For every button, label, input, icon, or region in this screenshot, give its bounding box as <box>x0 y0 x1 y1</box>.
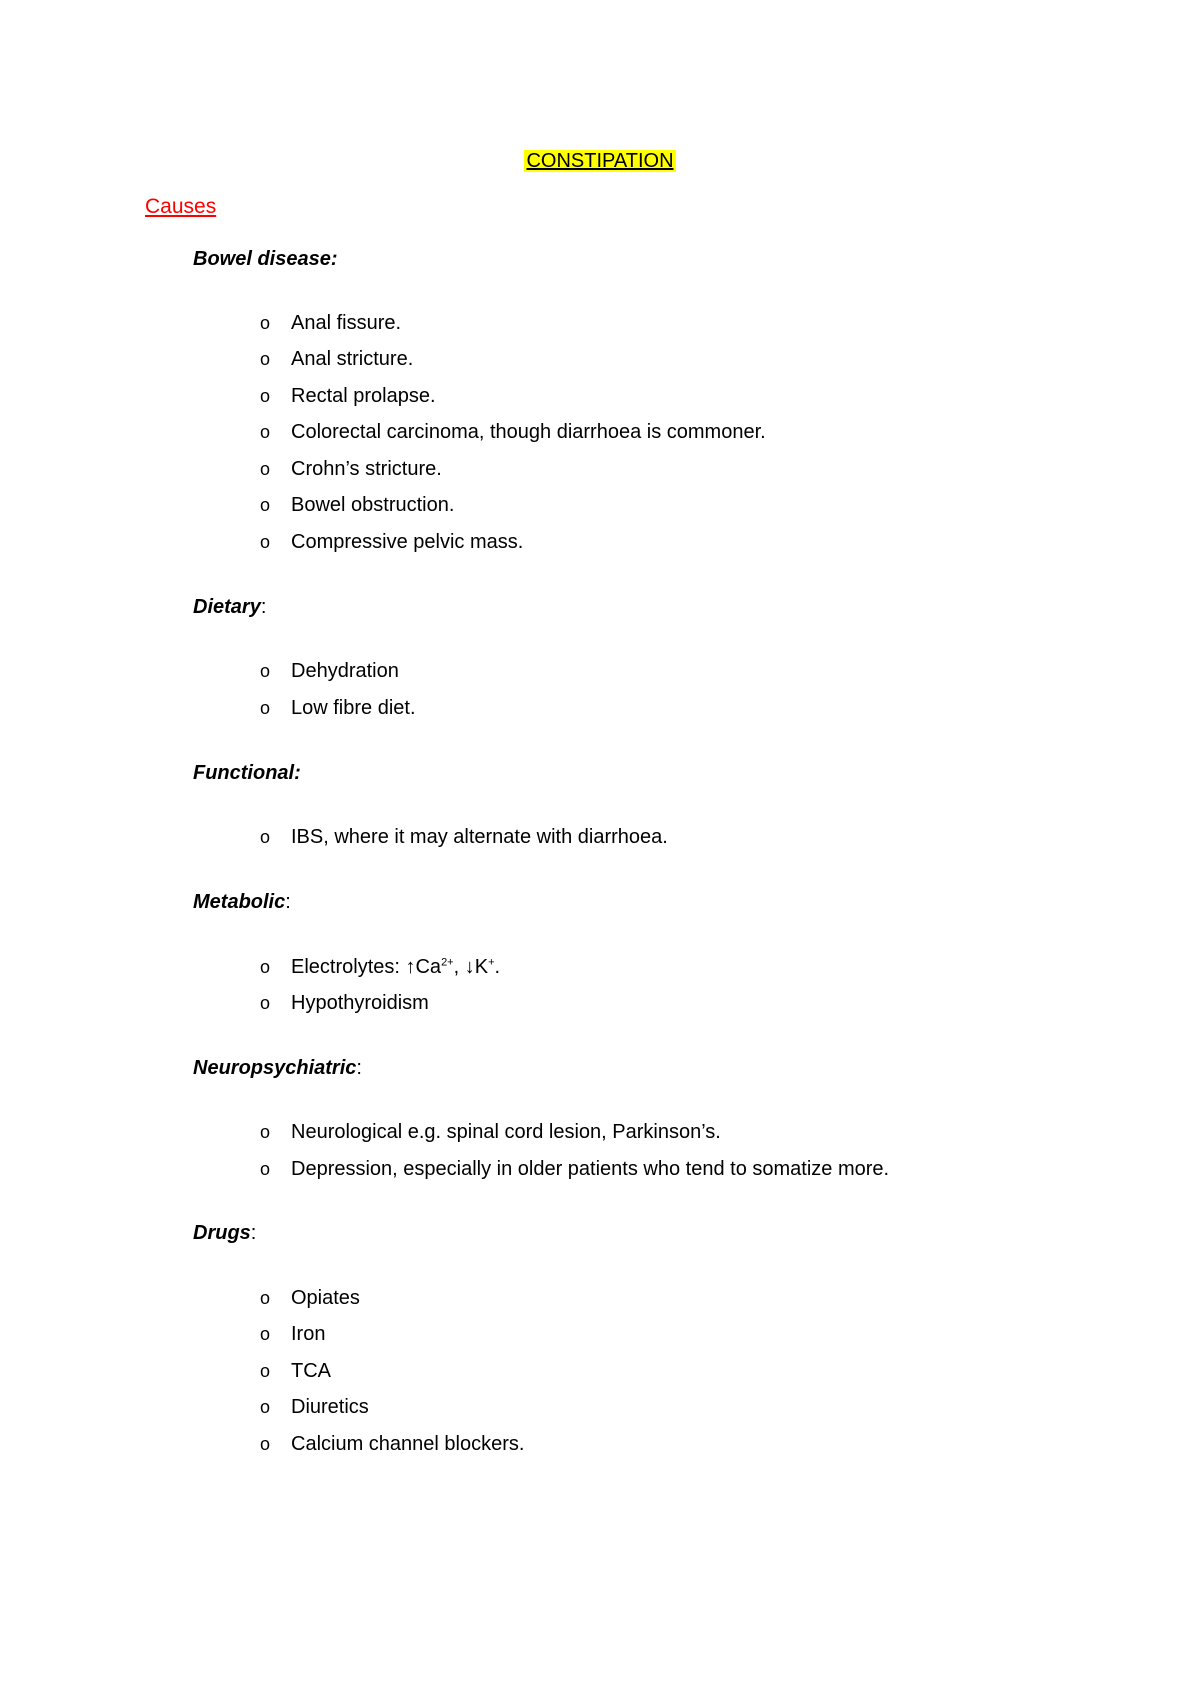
bullet-icon: o <box>260 698 271 718</box>
bullet-icon: o <box>260 827 271 847</box>
group-heading-bowel-disease <box>193 245 338 273</box>
bullet-icon: o <box>260 495 271 515</box>
document-title <box>0 147 1200 175</box>
group-heading-label: Metabolic <box>193 891 286 913</box>
group-heading-label: Dietary <box>193 596 261 618</box>
bullet-icon: o <box>260 313 271 333</box>
bullet-icon: o <box>260 957 271 977</box>
group-heading-colon: : <box>250 1222 257 1244</box>
group-heading-label: Bowel disease <box>193 248 331 270</box>
list-item <box>260 1320 325 1348</box>
group-heading-dietary <box>193 593 266 621</box>
list-item-text: Anal fissure. <box>291 312 402 334</box>
bullet-icon: o <box>260 532 271 552</box>
list-item-electrolytes <box>260 953 500 981</box>
list-item-text: Rectal prolapse. <box>291 385 436 407</box>
bullet-icon: o <box>260 1288 271 1308</box>
section-heading-causes: Causes <box>145 195 217 218</box>
list-item-text: Diuretics <box>291 1396 369 1418</box>
list-item-text-suffix: . <box>494 956 501 978</box>
list-item <box>260 1430 524 1458</box>
list-item <box>260 1357 331 1385</box>
list-item <box>260 491 454 519</box>
group-heading-colon: : <box>330 248 338 270</box>
bullet-icon: o <box>260 1159 271 1179</box>
group-heading-colon: : <box>294 762 301 784</box>
list-item <box>260 989 429 1017</box>
bullet-icon: o <box>260 386 271 406</box>
list-item-text: Low fibre diet. <box>291 697 416 719</box>
bullet-icon: o <box>260 349 271 369</box>
list-item-text: Anal stricture. <box>291 348 414 370</box>
bullet-icon: o <box>260 1324 271 1344</box>
group-heading-colon: : <box>260 596 267 618</box>
list-item <box>260 528 523 556</box>
bullet-icon: o <box>260 459 271 479</box>
list-item-text-middle: , ↓K <box>453 956 489 978</box>
list-item-text: IBS, where it may alternate with diarrhoea. <box>291 826 668 848</box>
bullet-icon: o <box>260 1434 271 1454</box>
list-item <box>260 657 399 685</box>
list-item-text: Opiates <box>291 1287 360 1309</box>
bullet-icon: o <box>260 422 271 442</box>
group-heading-colon: : <box>285 891 291 913</box>
list-item <box>260 418 766 446</box>
list-item-text: Depression, especially in older patients who tend to somatize more. <box>291 1158 890 1180</box>
list-item-text: Colorectal carcinoma, though diarrhoea is commoner. <box>291 421 766 443</box>
superscript-calcium-charge: 2+ <box>441 956 454 969</box>
list-item-text: Compressive pelvic mass. <box>291 531 524 553</box>
list-item <box>260 1284 360 1312</box>
list-item <box>260 382 436 410</box>
group-heading-label: Neuropsychiatric <box>193 1057 357 1079</box>
list-item-text-prefix: Electrolytes: ↑Ca <box>291 956 442 978</box>
list-item-text: Hypothyroidism <box>291 992 429 1014</box>
bullet-icon: o <box>260 661 271 681</box>
list-item <box>260 455 442 483</box>
list-item-text: Dehydration <box>291 660 399 682</box>
group-heading-label: Drugs <box>193 1222 251 1244</box>
list-item-text: Iron <box>291 1323 326 1345</box>
superscript-potassium-charge: + <box>488 956 495 969</box>
list-item <box>260 309 401 337</box>
bullet-icon: o <box>260 1122 271 1142</box>
group-heading-functional <box>193 759 301 787</box>
list-item <box>260 345 413 373</box>
list-item-text: Bowel obstruction. <box>291 494 455 516</box>
list-item <box>260 1155 889 1183</box>
bullet-icon: o <box>260 1361 271 1381</box>
list-item-text: Neurological e.g. spinal cord lesion, Parkinson’s. <box>291 1121 721 1143</box>
group-heading-label: Functional <box>193 762 295 784</box>
bullet-icon: o <box>260 1397 271 1417</box>
list-item <box>260 694 416 722</box>
bullet-icon: o <box>260 993 271 1013</box>
group-heading-metabolic <box>193 888 291 916</box>
group-heading-colon: : <box>356 1057 362 1079</box>
list-item <box>260 1393 369 1421</box>
list-item-text: TCA <box>291 1360 331 1382</box>
group-heading-neuropsychiatric <box>193 1054 362 1082</box>
list-item-text: Crohn’s stricture. <box>291 458 442 480</box>
document-title-text: CONSTIPATION <box>526 150 674 172</box>
group-heading-drugs <box>193 1219 256 1247</box>
list-item-text: Calcium channel blockers. <box>291 1433 525 1455</box>
list-item <box>260 823 668 851</box>
list-item <box>260 1118 721 1146</box>
